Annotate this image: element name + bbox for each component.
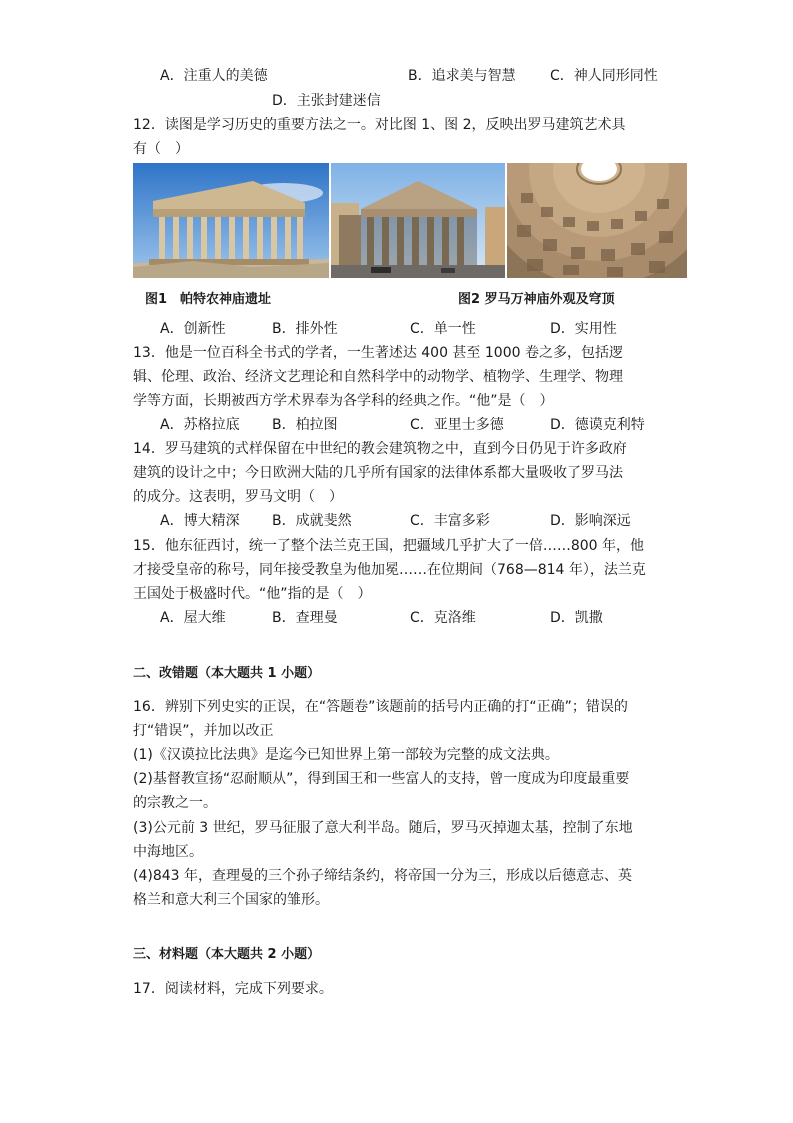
q16-item-4-line-1: (4)843 年，查理曼的三个孙子缔结条约，将帝国一分为三，形成以后德意志、英 [133, 868, 633, 884]
q14-option-b: B．成就斐然 [272, 513, 352, 529]
q15-stem-line-2: 才接受皇帝的称号，同年接受教皇为他加冕……在位期间（768—814 年），法兰克 [133, 562, 646, 578]
q12-option-c: C．单一性 [410, 321, 476, 337]
pantheon-exterior-photo [331, 163, 505, 278]
q15-option-d: D．凯撒 [550, 610, 603, 626]
q14-stem-line-3: 的成分。这表明，罗马文明（ ） [133, 489, 343, 505]
q16-stem-line-1: 16．辨别下列史实的正误，在“答题卷”该题前的括号内正确的打“正确”；错误的 [133, 699, 628, 715]
q13-option-c: C．亚里士多德 [410, 417, 504, 433]
q11-option-c: C．神人同形同性 [550, 68, 658, 84]
q14-option-d: D．影响深远 [550, 513, 631, 529]
q12-stem-line-1: 12．读图是学习历史的重要方法之一。对比图 1、图 2，反映出罗马建筑艺术具 [133, 117, 626, 133]
section-3-heading: 三、材料题（本大题共 2 小题） [133, 947, 321, 962]
q16-stem-line-2: 打“错误”，并加以改正 [133, 723, 274, 739]
q14-option-c: C．丰富多彩 [410, 513, 490, 529]
q16-item-2-line-1: (2)基督教宣扬“忍耐顺从”，得到国王和一些富人的支持，曾一度成为印度最重要 [133, 771, 630, 787]
q11-option-d: D．主张封建迷信 [272, 93, 381, 109]
q13-option-d: D．德谟克利特 [550, 417, 645, 433]
q12-option-b: B．排外性 [272, 321, 338, 337]
q14-option-a: A．博大精深 [160, 513, 240, 529]
q15-option-c: C．克洛维 [410, 610, 476, 626]
q16-item-3-line-2: 中海地区。 [133, 844, 203, 860]
section-2-heading: 二、改错题（本大题共 1 小题） [133, 666, 321, 681]
q15-option-b: B．查理曼 [272, 610, 338, 626]
pantheon-dome-illustration [507, 163, 687, 278]
q15-option-a: A．屋大维 [160, 610, 226, 626]
q16-item-1: (1)《汉谟拉比法典》是迄今已知世界上第一部较为完整的成文法典。 [133, 747, 559, 763]
parthenon-illustration [133, 163, 329, 278]
q13-option-b: B．柏拉图 [272, 417, 338, 433]
q13-stem-line-1: 13．他是一位百科全书式的学者，一生著述达 400 甚至 1000 卷之多，包括逻 [133, 345, 623, 361]
figure-1-caption: 图1 帕特农神庙遗址 [145, 292, 272, 307]
figure-2-caption: 图2 罗马万神庙外观及穹顶 [458, 292, 615, 307]
q14-stem-line-2: 建筑的设计之中；今日欧洲大陆的几乎所有国家的法律体系都大量吸收了罗马法 [133, 465, 623, 481]
q16-item-2-line-2: 的宗教之一。 [133, 795, 217, 811]
q16-item-4-line-2: 格兰和意大利三个国家的雏形。 [133, 892, 329, 908]
q12-option-a: A．创新性 [160, 321, 226, 337]
pantheon-dome-photo [507, 163, 687, 278]
q12-option-d: D．实用性 [550, 321, 617, 337]
q13-stem-line-2: 辑、伦理、政治、经济文艺理论和自然科学中的动物学、植物学、生理学、物理 [133, 369, 623, 385]
parthenon-photo [133, 163, 329, 278]
q12-stem-line-2: 有（ ） [133, 141, 189, 157]
q17-stem: 17．阅读材料，完成下列要求。 [133, 981, 333, 997]
q11-option-b: B．追求美与智慧 [408, 68, 516, 84]
q16-item-3-line-1: (3)公元前 3 世纪，罗马征服了意大利半岛。随后，罗马灭掉迦太基，控制了东地 [133, 820, 633, 836]
q15-stem-line-3: 王国处于极盛时代。“他”指的是（ ） [133, 586, 372, 602]
q11-option-a: A．注重人的美德 [160, 68, 268, 84]
q15-stem-line-1: 15．他东征西讨，统一了整个法兰克王国，把疆域几乎扩大了一倍……800 年，他 [133, 538, 644, 554]
pantheon-exterior-illustration [331, 163, 505, 278]
q13-stem-line-3: 学等方面，长期被西方学术界奉为各学科的经典之作。“他”是（ ） [133, 393, 554, 409]
q14-stem-line-1: 14．罗马建筑的式样保留在中世纪的教会建筑物之中，直到今日仍见于许多政府 [133, 441, 627, 457]
q13-option-a: A．苏格拉底 [160, 417, 240, 433]
